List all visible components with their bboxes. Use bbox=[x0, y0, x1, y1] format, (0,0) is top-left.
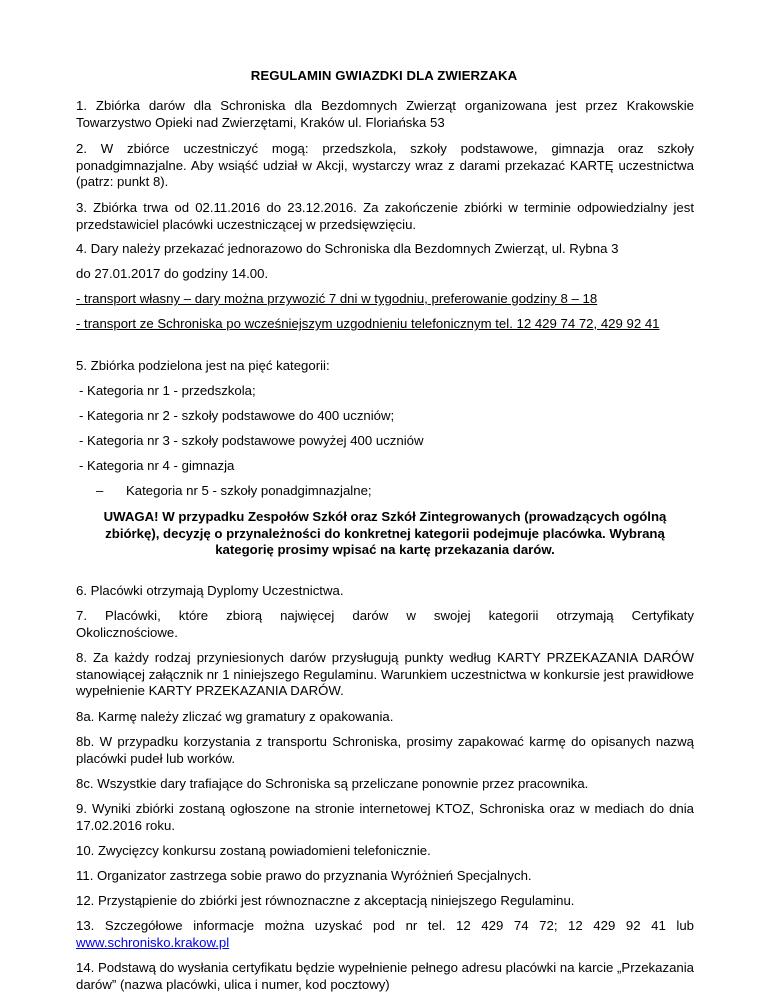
paragraph-5: 5. Zbiórka podzielona jest na pięć kategorii: bbox=[76, 358, 330, 373]
paragraph-8: 8. Za każdy rodzaj przyniesionych darów przysługują punkty według KARTY PRZEKAZANIA DARÓW stanowiącej załącznik nr 1 niniejszego Regulaminu. Warunkiem uczestnictwa w konkursie jest prawidłowe wypełnienie KARTY PRZEKAZANIA DARÓW. bbox=[76, 650, 694, 698]
paragraph-11: 11. Organizator zastrzega sobie prawo do przyznania Wyróżnień Specjalnych. bbox=[76, 868, 532, 883]
paragraph-14: 14. Podstawą do wysłania certyfikatu będzie wypełnienie pełnego adresu placówki na karcie „Przekazania darów” (nazwa placówki, ulica i numer, kod pocztowy) bbox=[76, 960, 694, 992]
paragraph-7 bbox=[76, 608, 694, 641]
category-5-dash: – bbox=[96, 483, 104, 498]
paragraph-7-line2: Okolicznościowe. bbox=[76, 624, 178, 640]
paragraph-3: 3. Zbiórka trwa od 02.11.2016 do 23.12.2016. Za zakończenie zbiórki w terminie odpowiedzialny jest przedstawiciel placówki uczestniczącej w przedsięwzięciu. bbox=[76, 200, 694, 232]
paragraph-9: 9. Wyniki zbiórki zostaną ogłoszone na stronie internetowej KTOZ, Schroniska oraz w mediach do dnia 17.02.2016 roku. bbox=[76, 801, 694, 833]
paragraph-8a: 8a. Karmę należy zliczać wg gramatury z opakowania. bbox=[76, 709, 394, 724]
paragraph-8b: 8b. W przypadku korzystania z transportu Schroniska, prosimy zapakować karmę do opisanych nazwą placówki pudeł lub worków. bbox=[76, 734, 694, 766]
warning-note: UWAGA! W przypadku Zespołów Szkół oraz Szkół Zintegrowanych (prowadzących ogólną zbiórkę), decyzję o przynależności do konkretnej kategorii podejmuje placówka. Wybraną kategorię prosimy wpisać na kartę przekazania darów. bbox=[103, 509, 667, 557]
category-5: Kategoria nr 5 - szkoły ponadgimnazjalne; bbox=[126, 483, 372, 498]
category-3: - Kategoria nr 3 - szkoły podstawowe powyżej 400 uczniów bbox=[79, 433, 424, 448]
document-title: REGULAMIN GWIAZDKI DLA ZWIERZAKA bbox=[250, 68, 518, 83]
transport-shelter: - transport ze Schroniska po wcześniejszym uzgodnieniu telefonicznym tel. 12 429 74 72, 429 92 41 bbox=[76, 316, 660, 331]
transport-own: - transport własny – dary można przywozić 7 dni w tygodniu, preferowanie godziny 8 – 18 bbox=[76, 291, 598, 306]
paragraph-6: 6. Placówki otrzymają Dyplomy Uczestnictwa. bbox=[76, 583, 344, 598]
category-4: - Kategoria nr 4 - gimnazja bbox=[79, 458, 235, 473]
category-1: - Kategoria nr 1 - przedszkola; bbox=[79, 383, 256, 398]
paragraph-1: 1. Zbiórka darów dla Schroniska dla Bezdomnych Zwierząt organizowana jest przez Krakowskie Towarzystwo Opieki nad Zwierzętami, Kraków ul. Floriańska 53 bbox=[76, 98, 694, 130]
paragraph-7-line1: 7. Placówki, które zbiorą najwięcej darów w swojej kategorii otrzymają Certyfikaty bbox=[76, 608, 694, 623]
paragraph-13: 13. Szczegółowe informacje można uzyskać pod nr tel. 12 429 74 72; 12 429 92 41 lub www.schronisko.krakow.pl bbox=[76, 918, 694, 950]
shelter-website-link[interactable]: www.schronisko.krakow.pl bbox=[76, 934, 230, 950]
paragraph-10: 10. Zwycięzcy konkursu zostaną powiadomieni telefonicznie. bbox=[76, 843, 431, 858]
paragraph-8c: 8c. Wszystkie dary trafiające do Schroniska są przeliczane ponownie przez pracownika. bbox=[76, 776, 589, 791]
paragraph-4-date: do 27.01.2017 do godziny 14.00. bbox=[76, 266, 269, 281]
paragraph-4: 4. Dary należy przekazać jednorazowo do Schroniska dla Bezdomnych Zwierząt, ul. Rybna 3 bbox=[76, 241, 619, 256]
paragraph-2: 2. W zbiórce uczestniczyć mogą: przedszkola, szkoły podstawowe, gimnazja oraz szkoły ponadgimnazjalne. Aby wsiąść udział w Akcji, wystarczy wraz z darami przekazać KARTĘ uczestnictwa (patrz: punkt 8). bbox=[76, 141, 694, 189]
paragraph-12: 12. Przystąpienie do zbiórki jest równoznaczne z akceptacją niniejszego Regulaminu. bbox=[76, 893, 575, 908]
category-2: - Kategoria nr 2 - szkoły podstawowe do 400 uczniów; bbox=[79, 408, 395, 423]
